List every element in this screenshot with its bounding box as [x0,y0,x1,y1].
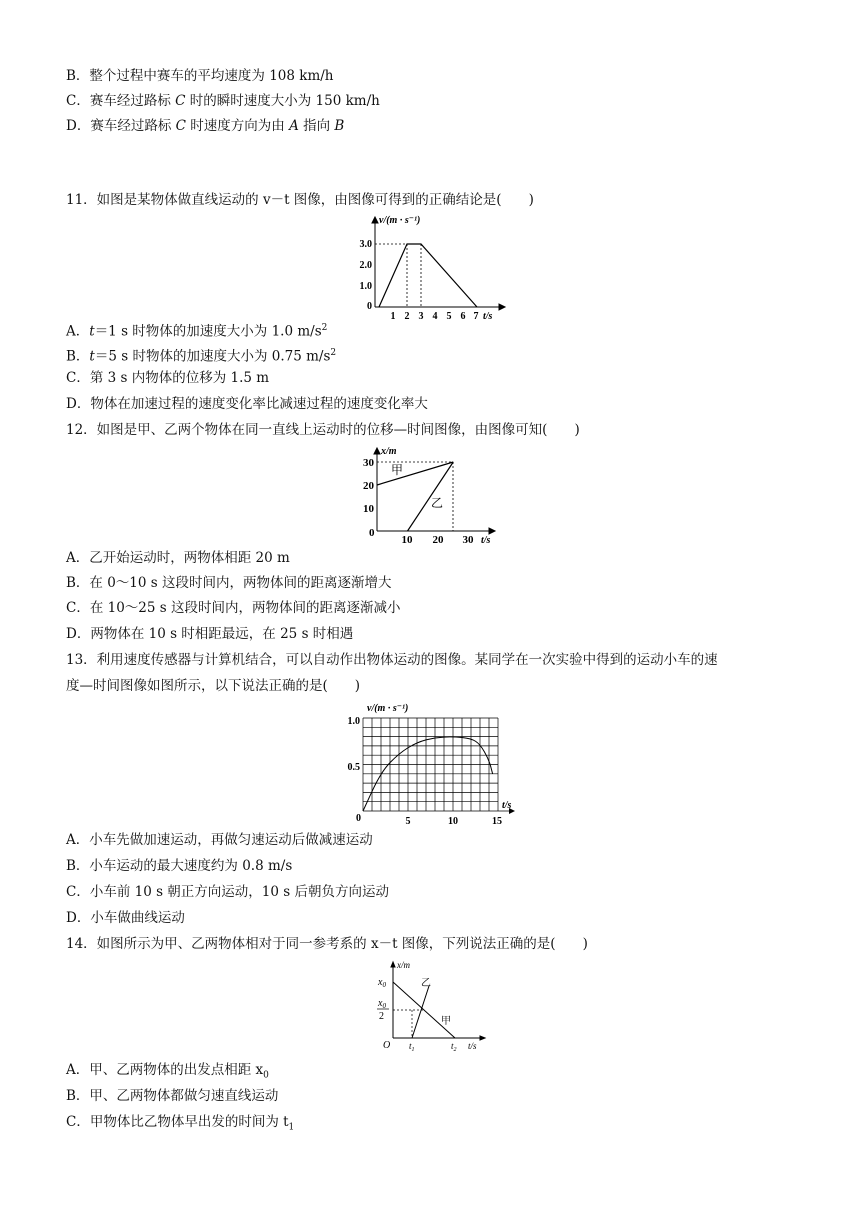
q13-ytick-05: 0.5 [347,762,360,773]
q12-series-label-yi: 乙 [431,496,444,510]
q11-xtick-7: 7 [473,311,479,322]
q12-ytick-20: 20 [363,480,374,492]
prev-option-b: B．整个过程中赛车的平均速度为 108 km/h [66,68,334,84]
q13-vt-chart [340,700,520,828]
q14-ylabel: x/m [397,960,410,970]
q13-ytick-10: 1.0 [347,716,360,727]
q14-ytick-half [377,998,389,1022]
svg-text:x0: $x_0$ [378,998,386,1010]
q12-ytick-30: 30 [363,457,374,469]
q11-ytick-1: 1.0 [359,281,372,292]
q12-option-a: A．乙开始运动时，两物体相距 20 m [66,550,290,566]
q13-option-a: A．小车先做加速运动，再做匀速运动后做减速运动 [66,832,373,848]
prev-option-c: C．赛车经过路标 C 时的瞬时速度大小为 150 km/h [66,93,380,109]
q11-xlabel: t/s [483,311,493,322]
q12-xtick-20: 20 [432,534,444,546]
q14-origin: O [383,1040,391,1051]
q12-option-c: C．在 10～25 s 这段时间内，两物体间的距离逐渐减小 [66,600,401,616]
q13-xtick-10: 10 [448,816,458,827]
q13-origin: 0 [356,813,361,824]
q13-stem-line1: 13．利用速度传感器与计算机结合，可以自动作出物体运动的图像。某同学在一次实验中得到的运动小车的速 [66,652,718,668]
q11-x-arrow [499,304,505,310]
q12-origin: 0 [369,527,375,539]
q14-xlabel: t/s [468,1041,477,1051]
q12-option-b: B．在 0～10 s 这段时间内，两物体间的距离逐渐增大 [66,575,392,591]
q14-option-a: A．甲、乙两物体的出发点相距 $x_0$ [66,1062,269,1081]
q11-vt-chart [355,212,515,322]
q12-x-arrow [489,528,495,534]
q11-stem: 11．如图是某物体做直线运动的 v－t 图像，由图像可得到的正确结论是( ) [66,192,534,208]
q12-option-d: D．两物体在 10 s 时相距最远，在 25 s 时相遇 [66,626,354,642]
q11-xtick-6: 6 [460,311,466,322]
q12-xt-chart [355,443,505,548]
q12-series-line-jia [377,462,453,485]
q12-ytick-10: 10 [363,503,374,515]
q13-option-b: B．小车运动的最大速度约为 0.8 m/s [66,858,293,874]
q11-origin: 0 [367,301,372,312]
q12-series-label-jia: 甲 [391,463,404,477]
q14-y-arrow [391,962,395,967]
q11-y-arrow [372,217,378,223]
q13-xtick-5: 5 [405,816,411,827]
q11-series-line [379,244,477,307]
q12-ylabel: x/m [381,446,397,457]
q11-xtick-5: 5 [446,311,452,322]
q13-xtick-15: 15 [492,816,502,827]
q13-option-c: C．小车前 10 s 朝正方向运动，10 s 后朝负方向运动 [66,884,389,900]
q14-xt-chart [365,956,495,1058]
q14-series-label-yi: 乙 [421,978,431,989]
q11-ytick-3: 3.0 [359,239,372,250]
q13-stem-line2: 度—时间图像如图所示，以下说法正确的是( ) [66,678,361,694]
q11-option-b: B．t＝5 s 时物体的加速度大小为 0.75 $m/s^2$ [66,348,337,365]
prev-option-d: D．赛车经过路标 C 时速度方向为由 A 指向 B [66,118,345,134]
q11-xtick-2: 2 [404,311,410,322]
q11-option-a: A．t＝1 s 时物体的加速度大小为 1.0 $m/s^2$ [66,323,328,340]
svg-text:2: 2 [379,1011,384,1022]
q11-xtick-4: 4 [432,311,438,322]
q14-x-arrow [480,1036,485,1040]
q11-xtick-3: 3 [418,311,424,322]
q11-ytick-2: 2.0 [359,260,372,271]
q13-xlabel: t/s [502,800,512,811]
q12-y-arrow [374,448,380,454]
q12-stem: 12．如图是甲、乙两个物体在同一直线上运动时的位移—时间图像，由图像可知( ) [66,422,580,438]
q12-xtick-30: 30 [462,534,474,546]
q11-ylabel: v/(m · s⁻¹) [379,215,421,226]
q12-xtick-10: 10 [401,534,413,546]
q14-xtick-t1: $t_1$ [409,1041,415,1053]
q11-xtick-1: 1 [390,311,396,322]
q11-option-d: D．物体在加速过程的速度变化率比减速过程的速度变化率大 [66,396,428,412]
q14-stem: 14．如图所示为甲、乙两物体相对于同一参考系的 x－t 图像，下列说法正确的是( ) [66,936,588,952]
q13-ylabel: v/(m · s⁻¹) [367,703,409,714]
q14-xtick-t2: $t_2$ [451,1041,457,1053]
q14-ytick-x0: $x_0$ [378,977,386,989]
q14-series-label-jia: 甲 [441,1016,451,1027]
q14-option-c: C．甲物体比乙物体早出发的时间为 $t_1$ [66,1114,295,1133]
q13-option-d: D．小车做曲线运动 [66,910,185,926]
q14-option-b: B．甲、乙两物体都做匀速直线运动 [66,1088,279,1104]
q12-xlabel: t/s [481,535,491,546]
q11-option-c: C．第 3 s 内物体的位移为 1.5 m [66,370,270,386]
